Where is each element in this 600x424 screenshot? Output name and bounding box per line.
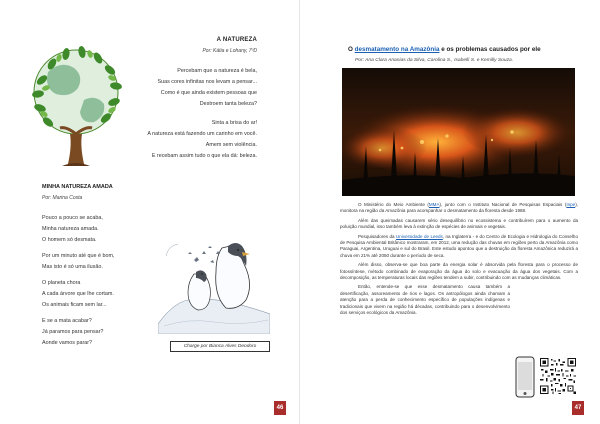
poem-author: Por: Kátia e Lohany, 7ºD: [202, 48, 257, 54]
verse-line: Aonde vamos parar?: [42, 340, 93, 346]
poem-verses: [107, 66, 257, 162]
leeds-university-link[interactable]: Universidade de Leeds: [396, 233, 443, 239]
poem-verses: [42, 213, 152, 349]
verse-line: O homem só desmata.: [42, 237, 97, 243]
verse-line: Mas isto é só uma ilusão.: [42, 264, 103, 270]
qr-code[interactable]: [540, 358, 576, 394]
verse-line: A natureza está fazendo um carinho em você.: [147, 131, 257, 137]
article-paragraph: Além das queimadas causarem sério desequilíbrio no ecossistema e contribuírem para o aumento da poluição mundial, isso também leva à extinção de espécies de animais e vegetais.: [340, 217, 578, 230]
verse-line: Destroem tanta beleza?: [199, 101, 257, 107]
poem-title: MINHA NATUREZA AMADA: [42, 184, 113, 190]
smartphone-icon: [514, 356, 536, 398]
right-page: [300, 0, 600, 424]
penguin-cartoon-illustration: [158, 226, 270, 334]
inpe-link[interactable]: Inpe: [566, 202, 576, 207]
verse-line: Os animais ficam sem lar...: [42, 302, 107, 308]
verse-line: O planeta chora: [42, 280, 81, 286]
article-paragraph: Além disso, observa-se que boa parte da energia solar é absorvida pela floresta para o processo de fotossíntese, método combinado de evaporação da água do solo e evacuação da água dos vegetais. Com a decomposição, as temperaturas locais das regiões tendem a subir, contribuindo com as mudanças climáticas.: [340, 262, 578, 281]
verse-line: Suas cores infinitas nos levam a pensar...: [157, 79, 257, 85]
verse-line: Pouco a pouco se acaba,: [42, 215, 103, 221]
article-paragraph: Então, entende-se que esse desmatamento causa também a desertificação, assoreamento de rios e lagos. Os antropólogos ainda chamam a atenção para a perda de conhecimento específico de populações indígenas e tradicionais que vivem na região há décadas, contribuindo para o desenvolvimento dos serviços ecológicos da Amazônia.: [340, 284, 510, 316]
verse-line: Já paramos para pensar?: [42, 329, 104, 335]
article-title: [348, 46, 578, 53]
article-paragraph: Pesquisadores da Universidade de Leeds, na Inglaterra - e do Centro de Ecologia e Hidrologia do Conselho de Pesquisa Ambiental Britânico mostraram, em 2012, uma redução das chuvas em regiões perto da Amazônia como Paraguai, Argentina, Uruguai e sul do Brasil. Este estudo apontou que a destruição da floresta Amazônica reduzirá a chuva em 21% até 2050 durante o período de seca.: [340, 233, 578, 258]
article-body: [340, 202, 578, 320]
poem-title: A NATUREZA: [216, 37, 257, 43]
verse-line: Por um minuto até que é bom,: [42, 253, 115, 259]
article-title-link[interactable]: desmatamento na Amazônia: [354, 46, 440, 53]
article-title-prefix: O: [348, 46, 355, 53]
verse-line: Sinta a brisa do ar!: [211, 120, 257, 126]
page-number: 47: [572, 401, 584, 415]
verse-line: Percebam que a natureza é bela,: [177, 68, 257, 74]
verse-line: Amem sem violência.: [205, 142, 257, 148]
article-title-suffix: e os problemas causados por ele: [439, 46, 541, 53]
article-paragraph: O Ministério do Meio Ambiente (MMA), junto com o Instituto Nacional de Pesquisas Espaciais (Inpe), monitora na região da Amazônia para acompanhar o desmatamento da floresta desde 1988.: [340, 202, 578, 214]
forest-fire-photo: [342, 68, 575, 196]
verse-line: E recebam assim tudo o que ela dá: beleza.: [151, 153, 257, 159]
mma-link[interactable]: MMA: [428, 202, 440, 207]
verse-line: E se a mata acabar?: [42, 318, 92, 324]
cartoon-caption: Charge por Bianca Alves Deodoro: [170, 341, 270, 352]
verse-line: A cada árvore que lhe cortam.: [42, 291, 114, 297]
article-author: Por: Ana Clara Ananias da Silva, Carolina S., Isabelli S. e Kemilly Souza.: [355, 58, 514, 63]
page-number: 46: [274, 401, 286, 415]
poem-author: Por: Marina Costa: [42, 195, 83, 201]
verse-line: Minha natureza amada.: [42, 226, 99, 232]
verse-line: Como é que ainda existem pessoas que: [160, 90, 257, 96]
